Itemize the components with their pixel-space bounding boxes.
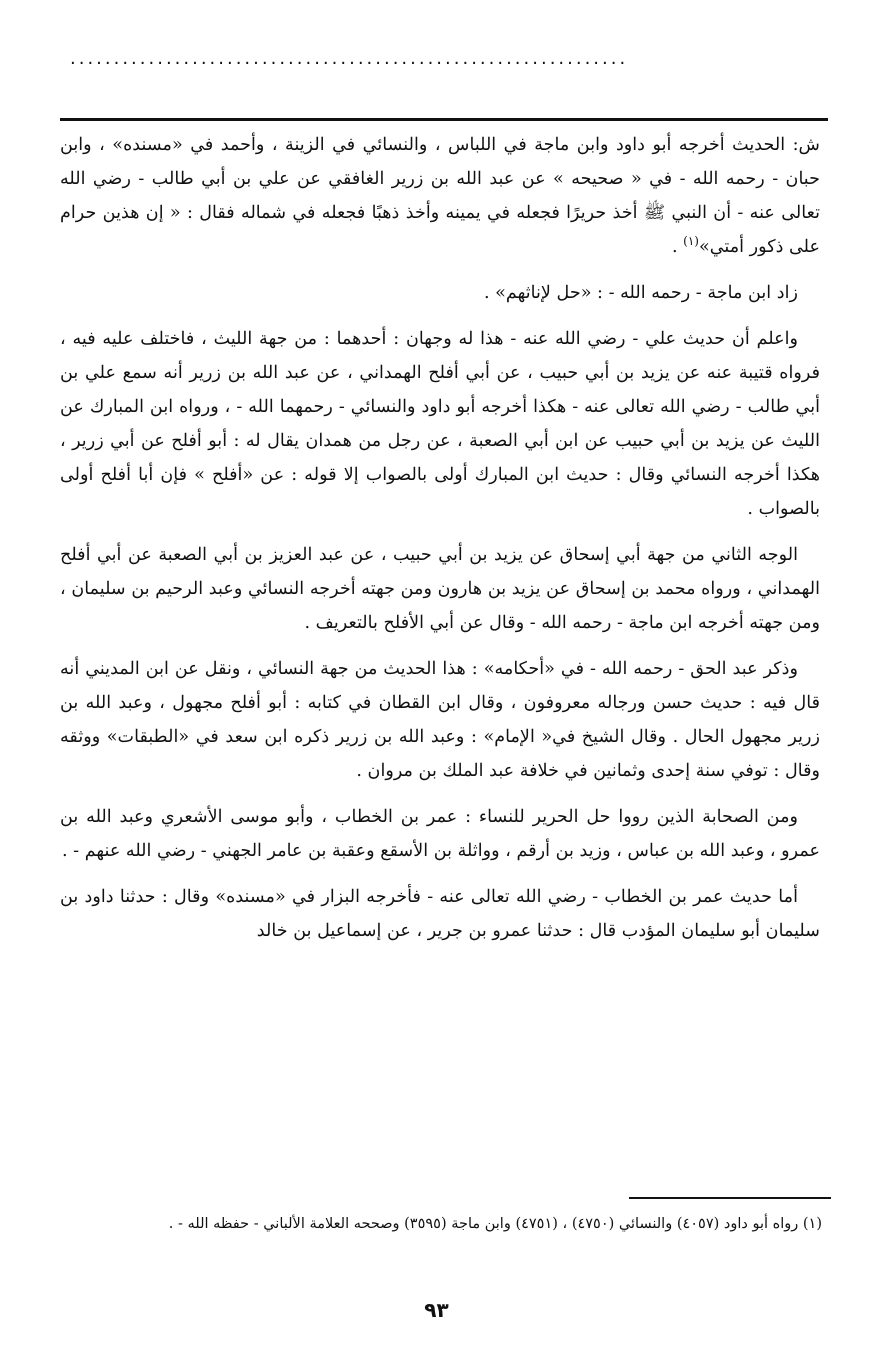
paragraph-3: واعلم أن حديث علي - رضي الله عنه - هذا له وجهان : أحدهما : من جهة الليث ، فاختلف عليه فيه ، فرواه قتيبة عنه عن يزيد بن أبي حبيب ، عن أبي أفلح الهمداني ، عن عبد الله بن زرير أنه سمع علي بن أبي طالب - رضي الله تعالى عنه - هكذا أخرجه أبو داود والنسائي - رحمهما الله - ، ورواه ابن المبارك عن الليث عن يزيد بن أبي حبيب عن ابن أبي الصعبة ، عن رجل من همدان يقال له : أبو أفلح عن أبي زرير ، هكذا أخرجه النسائي وقال : حديث ابن المبارك أولى بالصواب إلا قوله : عن «أفلح » فإن أبا أفلح أولى بالصواب . (60, 329, 820, 519)
header-rule (60, 118, 828, 121)
paragraph-2: زاد ابن ماجة - رحمه الله - : «حل لإناثهم» . (483, 283, 798, 303)
paragraph-6: ومن الصحابة الذين رووا حل الحرير للنساء : عمر بن الخطاب ، وأبو موسى الأشعري وعبد الله بن عمرو ، وعبد الله بن عباس ، وزيد بن أرقم ، وواثلة بن الأسقع وعقبة بن عامر الجهني - رضي الله عنهم - . (60, 807, 820, 861)
footnotes (62, 1208, 822, 1240)
paragraph-1 (60, 128, 820, 264)
page-number: ٩٣ (424, 1298, 449, 1322)
footnote-rule (629, 1197, 831, 1199)
main-text (60, 128, 820, 960)
paragraph-7: أما حديث عمر بن الخطاب - رضي الله تعالى عنه - فأخرجه البزار في «مسنده» وقال : حدثنا داود بن سليمان أبو سليمان المؤدب قال : حدثنا عمرو بن جرير ، عن إسماعيل بن خالد (60, 887, 820, 941)
footnote-marker[interactable]: (١) (683, 234, 699, 249)
paragraph-1-text: ش: الحديث أخرجه أبو داود وابن ماجة في اللباس ، والنسائي في الزينة ، وأحمد في «مسنده» ، وابن حبان - رحمه الله - في « صحيحه » عن عبد الله بن زرير الغافقي عن علي بن أبي طالب - رضي الله تعالى عنه - أن النبي ﷺ أخذ حريرًا فجعله في يمينه وأخذ ذهبًا فجعله في شماله فقال : « إن هذين حرام على ذكور أمتي» (60, 135, 820, 257)
header-dotted-rule: ................................................................ (70, 48, 629, 69)
paragraph-5: وذكر عبد الحق - رحمه الله - في «أحكامه» : هذا الحديث من جهة النسائي ، ونقل عن ابن المديني أنه قال فيه : حديث حسن ورجاله معروفون ، وقال ابن القطان في كتابه : أبو أفلح مجهول ، وعبد الله بن زرير مجهول الحال . وقال الشيخ في« الإمام» : وعبد الله بن زرير ذكره ابن سعد في «الطبقات» ووثقه وقال : توفي سنة إحدى وثمانين في خلافة عبد الملك بن مروان . (60, 659, 820, 781)
paragraph-4: الوجه الثاني من جهة أبي إسحاق عن يزيد بن أبي حبيب ، عن عبد العزيز بن أبي الصعبة عن أبي أفلح الهمداني ، ورواه محمد بن إسحاق عن يزيد بن هارون ومن جهته أخرجه النسائي وعبد الرحيم بن سليمان ، ومن جهته أخرجه ابن ماجة - رحمه الله - وقال عن أبي الأفلح بالتعريف . (60, 545, 820, 633)
footnote-1: (١) رواه أبو داود (٤٠٥٧) والنسائي (٤٧٥٠) ، (٤٧٥١) وابن ماجة (٣٥٩٥) وصححه العلامة الألباني - حفظه الله - . (168, 1216, 822, 1232)
paragraph-1-end: . (671, 237, 678, 257)
